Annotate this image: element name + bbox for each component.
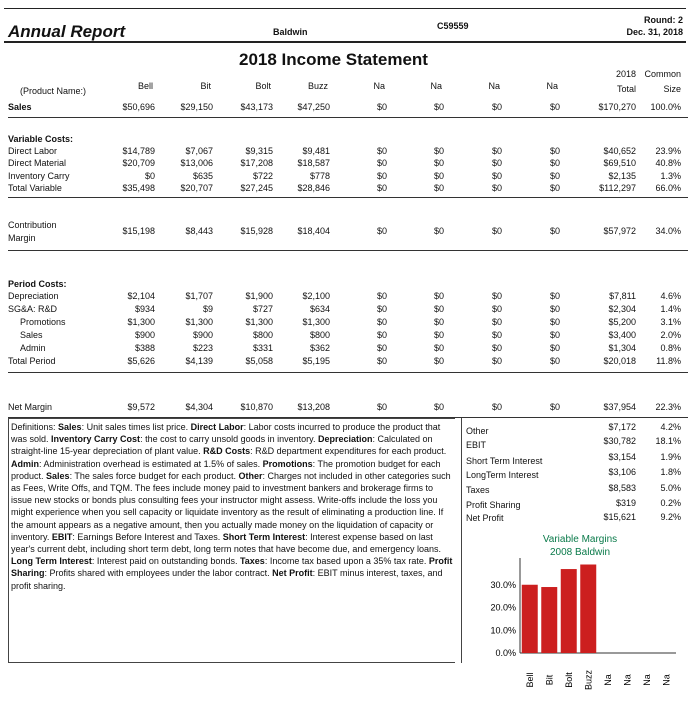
period-cost-6: $0 [433, 304, 444, 314]
sales-3: $43,173 [240, 102, 273, 112]
period-cost-label: Sales [20, 330, 43, 340]
report-id: C59559 [437, 21, 469, 31]
sales-6: $0 [433, 102, 444, 112]
definition-term: Long Term Interest [11, 556, 92, 567]
category-label-6: Na [622, 674, 633, 686]
report-date: Dec. 31, 2018 [626, 27, 683, 37]
period-cost-6: $0 [433, 330, 444, 340]
variable-costs-heading: Variable Costs: [8, 134, 74, 144]
definition-term: Admin [11, 458, 39, 469]
variable-cost-2: $7,067 [185, 146, 213, 156]
period-cost-4: $2,100 [302, 291, 330, 301]
product-col-7: Na [488, 81, 500, 91]
total-label: Total [616, 84, 636, 94]
sales-1: $50,696 [122, 102, 155, 112]
sales-divider [8, 117, 688, 118]
period-costs-heading: Period Costs: [8, 279, 67, 289]
definition-term: Taxes [239, 556, 265, 567]
other-item-pct: 4.2% [660, 422, 681, 432]
period-cost-8: $0 [549, 356, 560, 366]
variable-cost-3: $9,315 [245, 146, 273, 156]
period-cost-1: $934 [134, 304, 155, 314]
product-col-1: Bell [137, 81, 153, 91]
variable-cost-6: $0 [433, 171, 444, 181]
variable-cost-4: $778 [309, 171, 330, 181]
net-margin-2: $4,304 [185, 402, 213, 412]
variable-cost-6: $0 [433, 146, 444, 156]
definition-term: Sales [46, 470, 70, 481]
other-item-pct: 1.8% [660, 467, 681, 477]
product-col-5: Na [373, 81, 385, 91]
variable-cost-label: Direct Material [8, 158, 67, 168]
variable-cost-1: $14,789 [122, 146, 155, 156]
other-item-total: $30,782 [603, 436, 636, 446]
contribution-margin-5: $0 [376, 226, 387, 236]
product-col-2: Bit [200, 81, 211, 91]
period-cost-pct: 2.0% [660, 330, 681, 340]
period-cost-4: $362 [309, 343, 330, 353]
other-item-pct: 9.2% [660, 512, 681, 522]
contribution-margin-4: $18,404 [297, 226, 330, 236]
definition-term: Profit Sharing [11, 556, 453, 579]
contribution-margin-6: $0 [433, 226, 444, 236]
period-cost-6: $0 [433, 343, 444, 353]
period-cost-total: $5,200 [608, 317, 636, 327]
category-label-2: Bit [544, 674, 555, 686]
net-margin-label: Net Margin [8, 402, 53, 412]
sales-total: $170,270 [598, 102, 636, 112]
other-item-label: Profit Sharing [466, 500, 521, 510]
period-cost-2: $9 [202, 304, 213, 314]
period-divider [8, 372, 688, 373]
period-cost-6: $0 [433, 291, 444, 301]
variable-cost-8: $0 [549, 171, 560, 181]
contribution-margin-2: $8,443 [185, 226, 213, 236]
period-cost-7: $0 [491, 317, 502, 327]
definition-term: Promotions [262, 458, 313, 469]
other-item-pct: 5.0% [660, 483, 681, 493]
period-cost-8: $0 [549, 343, 560, 353]
period-cost-7: $0 [491, 356, 502, 366]
period-cost-8: $0 [549, 304, 560, 314]
period-cost-pct: 3.1% [660, 317, 681, 327]
definition-term: R&D Costs [203, 446, 251, 457]
other-item-pct: 18.1% [655, 436, 681, 446]
net-margin-5: $0 [376, 402, 387, 412]
y-tick-label: 20.0% [490, 602, 516, 613]
statement-title: 2018 Income Statement [239, 50, 428, 69]
other-item-pct: 0.2% [660, 498, 681, 508]
definitions-text: Definitions: Sales: Unit sales times list price. Direct Labor: Labor costs incurred to produce the product that was sold. Inventory Carry Cost: the cost to carry unsold goods in inventory. Depreciation: Calculated on straight-line 15-year depreciation of plant value. R&D Costs: R&D department expenditures for each product. Admin: Administration overhead is estimated at 1.5% of sales. Promotions: The promotion budget for each product. Sales: The sales force budget for each product. Other: Charges not included in other categories such as Fees, Write Offs, and TQM. The fees include money paid to investment bankers and brokerage firms to issue new stocks or bonds plus consulting fees your instructor might assess. Write-offs include the loss you might experience when you sell capacity or liquidate inventory as the result of eliminating a production line. If the amount appears as a negative amount, then you actually made money on the liquidation of capacity or inventory. EBIT: Earnings Before Interest and Taxes. Short Term Interest: Interest expense based on last year's current debt, including short term debt, long term notes that have become due, and emergency loans. Long Term Interest: Interest paid on outstanding bonds. Taxes: Income tax based upon a 35% tax rate. Profit Sharing: Profits shared with employees under the labor contract. Net Profit: EBIT minus interest, taxes, and profit sharing. [11, 422, 453, 591]
period-cost-total: $2,304 [608, 304, 636, 314]
other-item-label: EBIT [466, 440, 487, 450]
other-item-total: $15,621 [603, 512, 636, 522]
definition-term: Direct Labor [190, 422, 244, 432]
other-item-label: Net Profit [466, 513, 504, 523]
variable-cost-total: $69,510 [603, 158, 636, 168]
period-cost-7: $0 [491, 343, 502, 353]
definition-term: Depreciation [318, 434, 373, 445]
period-cost-total: $3,400 [608, 330, 636, 340]
period-cost-3: $331 [252, 343, 273, 353]
chart-title: Variable Margins [542, 534, 618, 545]
period-cost-label: SG&A: R&D [8, 304, 58, 314]
variable-cost-pct: 40.8% [655, 158, 681, 168]
variable-cost-6: $0 [433, 158, 444, 168]
net-margin-total: $37,954 [603, 402, 636, 412]
period-cost-total: $1,304 [608, 343, 636, 353]
period-cost-3: $5,058 [245, 356, 273, 366]
other-item-total: $8,583 [608, 483, 636, 493]
period-cost-pct: 11.8% [656, 356, 681, 366]
product-col-4: Buzz [307, 81, 328, 91]
variable-cost-8: $0 [549, 158, 560, 168]
variable-cost-6: $0 [433, 183, 444, 193]
variable-cost-label: Direct Labor [8, 146, 58, 156]
round-label: Round: 2 [644, 15, 683, 25]
variable-cost-7: $0 [491, 158, 502, 168]
period-cost-1: $388 [134, 343, 155, 353]
variable-cost-2: $13,006 [180, 158, 213, 168]
period-cost-3: $1,300 [245, 317, 273, 327]
variable-cost-7: $0 [491, 146, 502, 156]
definition-term: Sales [58, 422, 82, 432]
sales-label: Sales [8, 102, 32, 112]
variable-cost-4: $28,846 [297, 183, 330, 193]
round-info [626, 14, 683, 38]
period-cost-2: $1,300 [185, 317, 213, 327]
net-margin-8: $0 [549, 402, 560, 412]
variable-divider [8, 197, 688, 198]
contribution-margin-total: $57,972 [603, 226, 636, 236]
variable-cost-total: $40,652 [603, 146, 636, 156]
contribution-margin-8: $0 [549, 226, 560, 236]
other-item-total: $7,172 [608, 422, 636, 432]
other-item-label: Taxes [466, 485, 490, 495]
variable-cost-label: Total Variable [8, 183, 62, 193]
bar-bolt [561, 569, 577, 653]
net-margin-7: $0 [491, 402, 502, 412]
sales-5: $0 [376, 102, 387, 112]
period-cost-6: $0 [433, 317, 444, 327]
variable-cost-7: $0 [491, 171, 502, 181]
variable-cost-7: $0 [491, 183, 502, 193]
company-name: Baldwin [273, 27, 308, 37]
variable-cost-pct: 23.9% [655, 146, 681, 156]
category-label-5: Na [602, 674, 613, 686]
period-cost-label: Total Period [8, 356, 56, 366]
variable-cost-1: $35,498 [122, 183, 155, 193]
variable-margins-chart [460, 528, 682, 698]
sales-7: $0 [491, 102, 502, 112]
period-cost-label: Depreciation [8, 291, 59, 301]
variable-cost-1: $0 [144, 171, 155, 181]
category-label-1: Bell [524, 672, 535, 688]
category-label-8: Na [661, 674, 672, 686]
y-tick-label: 30.0% [490, 579, 516, 590]
net-margin-pct: 22.3% [655, 402, 681, 412]
period-cost-6: $0 [433, 356, 444, 366]
category-label-7: Na [641, 674, 652, 686]
period-cost-label: Promotions [20, 317, 66, 327]
contribution-margin-1: $15,198 [122, 226, 155, 236]
contribution-margin-pct: 34.0% [655, 226, 681, 236]
variable-cost-pct: 66.0% [655, 183, 681, 193]
sales-2: $29,150 [180, 102, 213, 112]
period-cost-4: $1,300 [302, 317, 330, 327]
period-cost-2: $1,707 [185, 291, 213, 301]
chart-svg [460, 528, 682, 698]
other-item-total: $3,106 [608, 467, 636, 477]
variable-cost-3: $17,208 [240, 158, 273, 168]
other-item-label: Short Term Interest [466, 456, 543, 466]
sales-4: $47,250 [297, 102, 330, 112]
category-label-3: Bolt [563, 672, 574, 688]
variable-cost-total: $2,135 [608, 171, 636, 181]
variable-cost-3: $27,245 [240, 183, 273, 193]
variable-cost-2: $20,707 [180, 183, 213, 193]
definition-term: Net Profit [272, 568, 313, 579]
period-cost-5: $0 [376, 304, 387, 314]
period-cost-5: $0 [376, 330, 387, 340]
net-margin-4: $13,208 [297, 402, 330, 412]
variable-cost-label: Inventory Carry [8, 171, 70, 181]
variable-cost-total: $112,297 [599, 183, 636, 193]
period-cost-label: Admin [20, 343, 46, 353]
period-cost-pct: 4.6% [660, 291, 681, 301]
period-cost-2: $900 [192, 330, 213, 340]
definition-term: Short Term Interest [222, 531, 306, 542]
variable-cost-3: $722 [252, 171, 273, 181]
margin-label: Margin [8, 233, 36, 243]
definitions-box [8, 418, 455, 663]
definition-term: Other [238, 470, 263, 481]
variable-cost-5: $0 [376, 183, 387, 193]
category-label-4: Buzz [583, 669, 594, 691]
variable-cost-5: $0 [376, 146, 387, 156]
period-cost-3: $727 [252, 304, 273, 314]
variable-cost-1: $20,709 [122, 158, 155, 168]
period-cost-total: $7,811 [609, 291, 636, 301]
sales-pct: 100.0% [650, 102, 681, 112]
variable-cost-5: $0 [376, 158, 387, 168]
net-margin-3: $10,870 [240, 402, 273, 412]
period-cost-4: $5,195 [302, 356, 330, 366]
period-cost-8: $0 [549, 330, 560, 340]
net-margin-1: $9,572 [127, 402, 155, 412]
period-cost-pct: 1.4% [660, 304, 681, 314]
bar-bell [522, 585, 538, 653]
definition-term: EBIT [51, 531, 73, 542]
period-cost-5: $0 [376, 356, 387, 366]
common-label: Common [644, 69, 681, 79]
other-item-pct: 1.9% [660, 452, 681, 462]
chart-subtitle: 2008 Baldwin [549, 547, 611, 558]
other-item-total: $3,154 [608, 452, 636, 462]
product-name-label: (Product Name:) [20, 86, 87, 96]
total-year-label: 2018 [615, 69, 636, 79]
definition-term: Inventory Carry Cost [51, 434, 141, 445]
period-cost-1: $2,104 [127, 291, 155, 301]
report-title: Annual Report [8, 22, 126, 41]
contribution-divider [8, 250, 688, 251]
product-col-3: Bolt [255, 81, 271, 91]
period-cost-4: $800 [309, 330, 330, 340]
bar-bit [541, 587, 557, 653]
variable-cost-2: $635 [192, 171, 213, 181]
period-cost-1: $1,300 [127, 317, 155, 327]
product-col-6: Na [430, 81, 442, 91]
period-cost-1: $900 [134, 330, 155, 340]
contribution-margin-3: $15,928 [240, 226, 273, 236]
period-cost-4: $634 [309, 304, 330, 314]
net-margin-6: $0 [433, 402, 444, 412]
period-cost-1: $5,626 [127, 356, 155, 366]
variable-cost-5: $0 [376, 171, 387, 181]
contribution-margin-7: $0 [491, 226, 502, 236]
y-tick-label: 10.0% [490, 625, 516, 636]
variable-cost-8: $0 [549, 183, 560, 193]
period-cost-3: $800 [252, 330, 273, 340]
other-item-label: Other [466, 426, 489, 436]
period-cost-8: $0 [549, 317, 560, 327]
contribution-label: Contribution [8, 220, 57, 230]
period-cost-7: $0 [491, 330, 502, 340]
variable-cost-8: $0 [549, 146, 560, 156]
period-cost-5: $0 [376, 317, 387, 327]
product-col-8: Na [546, 81, 558, 91]
period-cost-total: $20,018 [603, 356, 636, 366]
period-cost-5: $0 [376, 343, 387, 353]
variable-cost-4: $18,587 [297, 158, 330, 168]
period-cost-7: $0 [491, 291, 502, 301]
size-label: Size [663, 84, 681, 94]
period-cost-pct: 0.8% [660, 343, 681, 353]
other-item-label: LongTerm Interest [466, 470, 539, 480]
variable-cost-4: $9,481 [302, 146, 330, 156]
period-cost-2: $223 [192, 343, 213, 353]
period-cost-2: $4,139 [185, 356, 213, 366]
period-cost-5: $0 [376, 291, 387, 301]
other-item-total: $319 [615, 498, 636, 508]
bar-buzz [580, 565, 596, 653]
y-tick-label: 0.0% [495, 648, 516, 658]
period-cost-3: $1,900 [245, 291, 273, 301]
period-cost-7: $0 [491, 304, 502, 314]
sales-8: $0 [549, 102, 560, 112]
variable-cost-pct: 1.3% [660, 171, 681, 181]
period-cost-8: $0 [549, 291, 560, 301]
